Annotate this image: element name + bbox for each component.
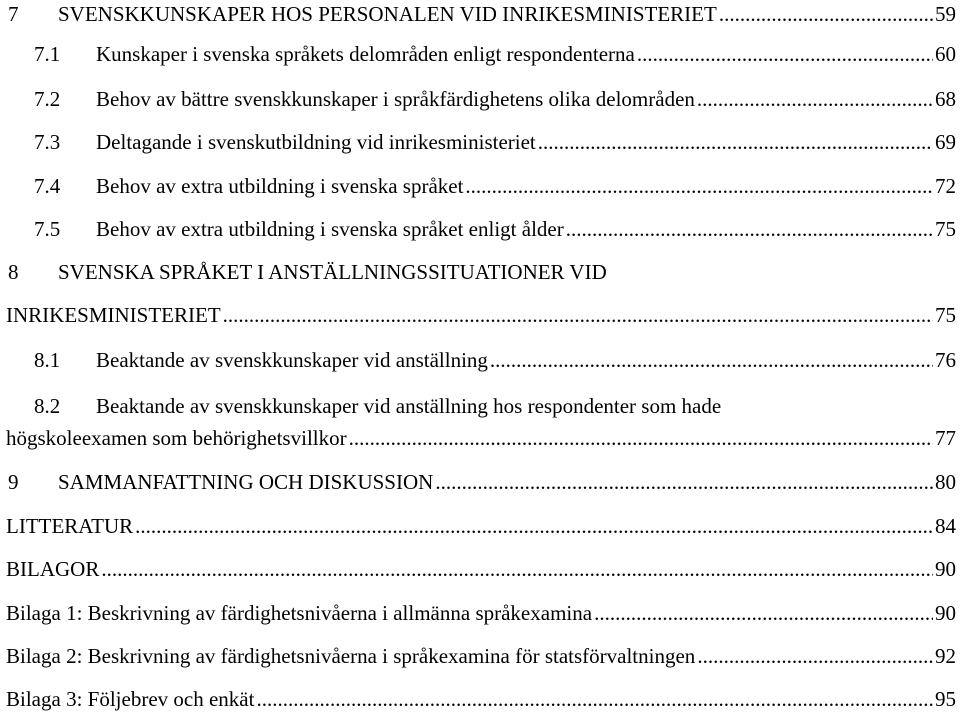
toc-entry-page: 92 (935, 644, 956, 668)
toc-entry-page: 76 (935, 348, 956, 372)
toc-entry-title: Bilaga 1: Beskrivning av färdighetsnivåerna i allmänna språkexamina (6, 601, 593, 625)
toc-entry-8-1[interactable] (0, 340, 960, 380)
toc-leader-dots (256, 679, 933, 719)
toc-leader-dots (349, 418, 933, 458)
toc-entry-8-continuation[interactable] (0, 295, 960, 335)
toc-entry-9[interactable] (0, 462, 960, 502)
toc-leader-dots (435, 462, 933, 502)
toc-entry-title-continued: INRIKESMINISTERIET (6, 303, 221, 327)
toc-leader-dots (594, 593, 933, 633)
toc-entry-page: 84 (935, 514, 956, 538)
toc-entry-number: 7.3 (34, 130, 61, 154)
toc-entry-title: Beaktande av svenskkunskaper vid anställning hos respondenter som hade (96, 394, 722, 418)
toc-entry-litteratur[interactable] (0, 506, 960, 546)
toc-entry-7[interactable] (0, 0, 960, 34)
toc-entry-title: SVENSKKUNSKAPER HOS PERSONALEN VID INRIKESMINISTERIET (58, 2, 717, 26)
toc-leader-dots (566, 209, 933, 249)
toc-entry-bilagor[interactable] (0, 549, 960, 589)
toc-entry-title: LITTERATUR (6, 514, 134, 538)
toc-leader-dots (135, 506, 933, 546)
toc-entry-number: 8.1 (34, 348, 61, 372)
toc-entry-number: 7 (8, 2, 19, 26)
toc-entry-page: 80 (935, 470, 956, 494)
toc-entry-title: Bilaga 2: Beskrivning av färdighetsnivåerna i språkexamina för statsförvaltningen (6, 644, 696, 668)
toc-entry-title: BILAGOR (6, 557, 100, 581)
toc-entry-bilaga-3[interactable] (0, 679, 960, 719)
toc-entry-page: 69 (935, 130, 956, 154)
toc-entry-page: 77 (935, 426, 956, 450)
toc-entry-7-3[interactable] (0, 122, 960, 162)
toc-entry-title: SAMMANFATTNING OCH DISKUSSION (58, 470, 434, 494)
toc-leader-dots (719, 0, 933, 34)
toc-entry-bilaga-1[interactable] (0, 593, 960, 633)
toc-entry-number: 9 (8, 470, 19, 494)
toc-entry-title: Bilaga 3: Följebrev och enkät (6, 687, 255, 711)
toc-entry-page: 95 (935, 687, 956, 711)
toc-entry-7-5[interactable] (0, 209, 960, 249)
toc-leader-dots (637, 34, 933, 74)
toc-entry-number: 7.2 (34, 87, 61, 111)
toc-entry-number: 7.5 (34, 217, 61, 241)
toc-entry-title: Beaktande av svenskkunskaper vid anställning (96, 348, 488, 372)
toc-entry-title: SVENSKA SPRÅKET I ANSTÄLLNINGSSITUATIONER VID (58, 260, 607, 284)
toc-leader-dots (697, 636, 933, 676)
toc-entry-8-2-continuation[interactable] (0, 418, 960, 458)
toc-leader-dots (465, 166, 933, 206)
toc-entry-page: 59 (935, 2, 956, 26)
toc-entry-page: 60 (935, 42, 956, 66)
toc-entry-number: 8.2 (34, 394, 61, 418)
toc-entry-8[interactable] (0, 252, 960, 292)
toc-entry-title: Behov av extra utbildning i svenska språket (96, 174, 464, 198)
toc-leader-dots (223, 295, 933, 335)
toc-entry-page: 68 (935, 87, 956, 111)
toc-entry-7-1[interactable] (0, 34, 960, 74)
toc-entry-number: 7.1 (34, 42, 61, 66)
toc-entry-page: 75 (935, 217, 956, 241)
toc-entry-title-continued: högskoleexamen som behörighetsvillkor (6, 426, 347, 450)
toc-entry-title: Behov av extra utbildning i svenska språket enligt ålder (96, 217, 564, 241)
toc-entry-page: 72 (935, 174, 956, 198)
toc-entry-number: 8 (8, 260, 19, 284)
toc-entry-page: 90 (935, 557, 956, 581)
toc-leader-dots (101, 549, 933, 589)
toc-leader-dots (697, 79, 933, 119)
toc-entry-title: Deltagande i svenskutbildning vid inrikesministeriet (96, 130, 536, 154)
toc-entry-number: 7.4 (34, 174, 61, 198)
toc-leader-dots (538, 122, 933, 162)
toc-entry-7-2[interactable] (0, 79, 960, 119)
toc-entry-7-4[interactable] (0, 166, 960, 206)
toc-entry-title: Kunskaper i svenska språkets delområden enligt respondenterna (96, 42, 635, 66)
toc-entry-bilaga-2[interactable] (0, 636, 960, 676)
toc-entry-title: Behov av bättre svenskkunskaper i språkfärdighetens olika delområden (96, 87, 695, 111)
toc-leader-dots (490, 340, 933, 380)
toc-entry-page: 75 (935, 303, 956, 327)
toc-entry-page: 90 (935, 601, 956, 625)
